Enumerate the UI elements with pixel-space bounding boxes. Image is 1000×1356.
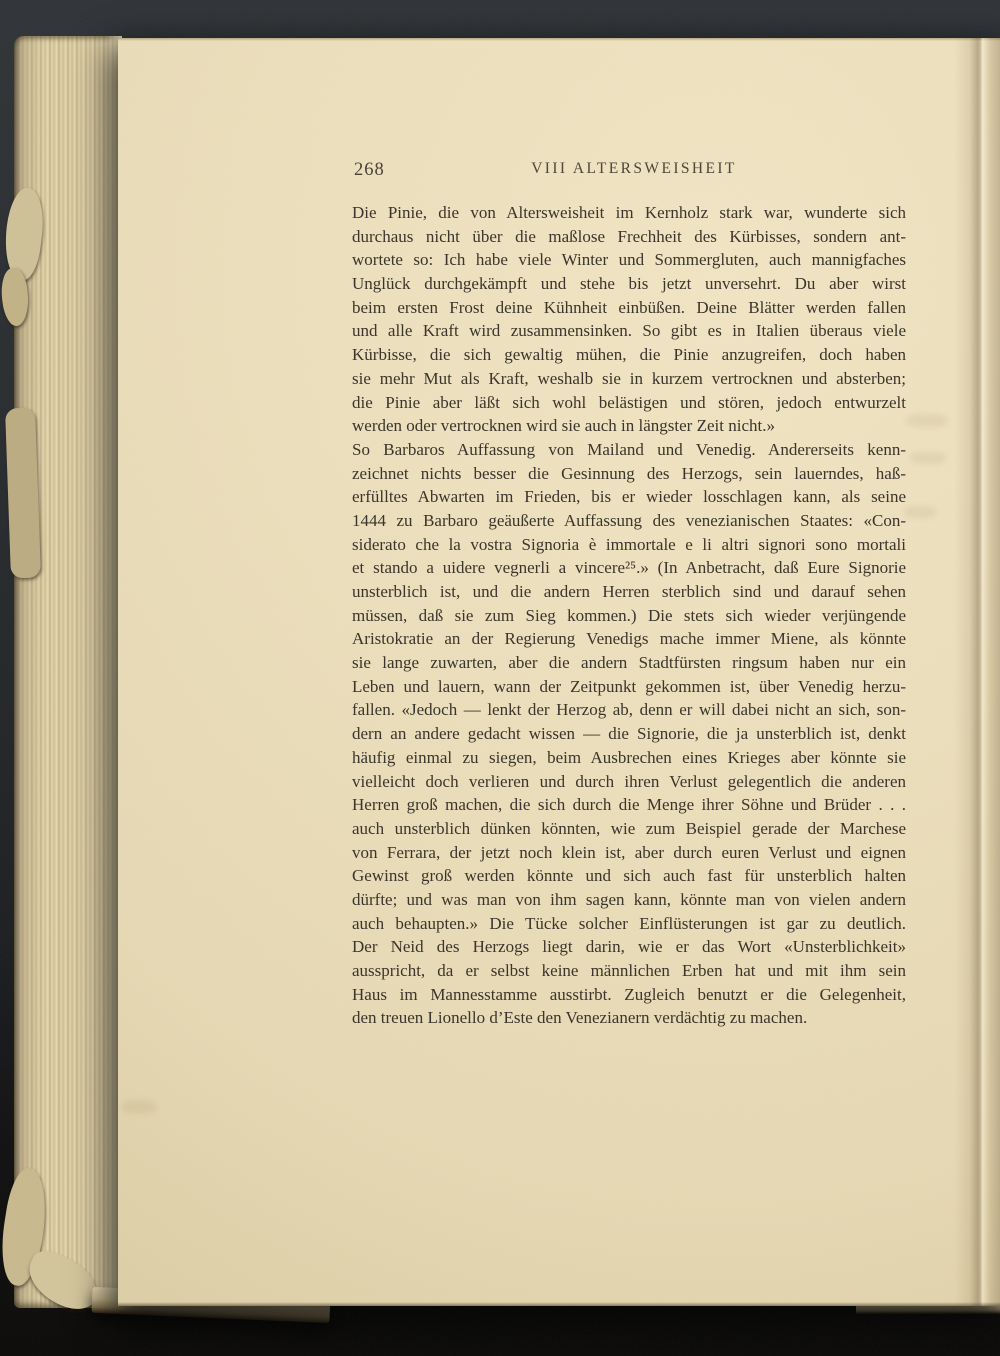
text-line: und alle Kraft wird zusammensinken. So gibt es in Italien überaus viele — [352, 321, 906, 341]
text-line: Gewinst groß werden könnte und sich auch fast für unsterblich halten — [352, 866, 906, 886]
text-line: ausspricht, da er selbst keine männlichen Erben hat und mit ihm sein — [352, 961, 906, 980]
text-line: werden oder vertrocknen wird sie auch in längster Zeit nicht.» — [352, 416, 775, 436]
text-line: vielleicht doch verlieren und durch ihren Verlust gelegentlich die anderen — [352, 771, 906, 791]
text-line: beim ersten Frost deine Kühnheit einbüßen. Deine Blätter werden fallen — [352, 297, 906, 317]
text-line: durchaus nicht über die maßlose Frechheit des Kürbisses, sondern ant- — [352, 226, 906, 246]
text-line: sie lange zuwarten, aber die andern Stadtfürsten ringsum haben nur ein — [352, 653, 906, 673]
text-line: müssen, daß sie zum Sieg kommen.) Die stets sich wieder verjüngende — [352, 605, 906, 625]
text-line: So Barbaros Auffassung von Mailand und Venedig. Andererseits kenn- — [352, 439, 906, 459]
text-line: von Ferrara, der jetzt noch klein ist, aber durch euren Verlust und eignen — [352, 842, 906, 862]
text-line: den treuen Lionello d’Este den Venezianern verdächtig zu machen. — [352, 1008, 808, 1028]
text-line: die Pinie aber läßt sich wohl belästigen und stören, jedoch entwurzelt — [352, 392, 906, 412]
text-line: auch unsterblich dünken könnten, wie zum Beispiel gerade der Marchese — [352, 818, 906, 838]
page-number: 268 — [354, 160, 385, 180]
text-line: dürfte; und was man von ihm sagen kann, könnte man von vielen andern — [352, 889, 906, 909]
text-line: et stando a uidere vegnerli a vincere²⁵.» (In Anbetracht, daß Eure Signorie — [352, 558, 906, 578]
text-line: Herren groß machen, die sich durch die Menge ihrer Söhne und Brüder . . . — [352, 795, 906, 815]
page-gutter-fold — [954, 38, 1000, 1306]
text-line: Kürbisse, die sich gewaltig mühen, die Pinie anzugreifen, doch haben — [352, 345, 906, 365]
text-line: fallen. «Jedoch — lenkt der Herzog ab, denn er will dabei nicht an sich, son- — [352, 700, 906, 720]
book-page — [118, 38, 1000, 1306]
running-head — [352, 160, 906, 184]
text-line: sie mehr Mut als Kraft, weshalb sie in kurzem vertrocknen und absterben; — [352, 368, 906, 388]
show-through-mark — [910, 452, 946, 464]
text-line: siderato che la vostra Signoria è immortale e li altri signori sono mortali — [352, 534, 906, 554]
text-line: dern an andere gedacht wissen — die Signorie, die ja unsterblich ist, denkt — [352, 724, 906, 744]
text-block — [352, 201, 906, 1030]
text-line: 1444 zu Barbaro geäußerte Auffassung des venezianischen Staates: «Con- — [352, 510, 906, 530]
show-through-mark — [904, 506, 936, 518]
text-line: zeichnet nichts besser die Gesinnung des Herzogs, sein lauerndes, haß- — [352, 463, 906, 483]
text-line: Haus im Mannesstamme ausstirbt. Zugleich benutzt er die Gelegenheit, — [352, 984, 906, 1004]
text-line: Die Pinie, die von Altersweisheit im Kernholz stark war, wunderte sich — [352, 203, 906, 222]
text-line: unsterblich ist, und die andern Herren sterblich sind und darauf sehen — [352, 582, 906, 601]
text-line: wortete so: Ich habe viele Winter und Sommergluten, auch mannigfaches — [352, 250, 906, 270]
show-through-mark — [906, 414, 948, 427]
page-bottom-edge — [856, 1306, 1000, 1314]
text-line: auch behaupten.» Die Tücke solcher Einflüsterungen ist gar zu deutlich. — [352, 913, 906, 933]
show-through-mark — [122, 1100, 156, 1114]
text-line: Leben und lauern, wann der Zeitpunkt gekommen ist, über Venedig herzu- — [352, 676, 906, 696]
text-line: erfülltes Abwarten im Frieden, bis er wieder losschlagen kann, als seine — [352, 487, 906, 507]
torn-paper-fragment — [5, 408, 41, 579]
text-line: Aristokratie an der Regierung Venedigs mache immer Miene, als könnte — [352, 629, 906, 649]
text-line: Unglück durchgekämpft und stehe bis jetzt unversehrt. Du aber wirst — [352, 274, 906, 294]
text-line: Der Neid des Herzogs liegt darin, wie er das Wort «Unsterblichkeit» — [352, 937, 906, 957]
chapter-header: VIII ALTERSWEISHEIT — [531, 160, 737, 177]
text-line: häufig einmal zu siegen, beim Ausbrechen eines Krieges aber könnte sie — [352, 747, 906, 767]
